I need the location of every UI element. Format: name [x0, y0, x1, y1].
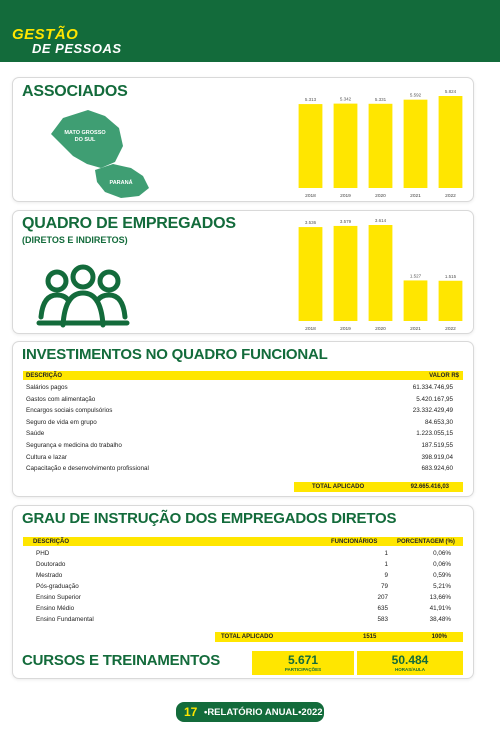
x-tick-label: 2020 [375, 327, 386, 332]
bar-value-label: 3.614 [374, 218, 387, 223]
grau-row [23, 593, 463, 603]
row-funcionarios: 79 [380, 583, 388, 590]
header-title-line1: GESTÃO [12, 26, 79, 43]
row-descricao: Cultura e lazar [26, 453, 67, 461]
bar-2018 [299, 104, 323, 188]
col-porcentagem: PORCENTAGEM (%) [397, 538, 455, 545]
page-number: 17 [184, 705, 198, 719]
bar-2020 [369, 104, 393, 188]
investimentos-row [26, 395, 463, 405]
x-tick-label: 2018 [305, 327, 316, 332]
bar-value-label: 5.824 [444, 89, 457, 94]
footer-text: •RELATÓRIO ANUAL•2022 [204, 707, 323, 718]
chart-associados-svg [293, 88, 468, 200]
bar-2019 [334, 104, 358, 188]
grau-row [23, 582, 463, 592]
investimentos-row [26, 453, 463, 463]
associados-panel [12, 77, 474, 202]
investimentos-row [26, 383, 463, 393]
x-tick-label: 2019 [340, 327, 351, 332]
investimentos-title: INVESTIMENTOS NO QUADRO FUNCIONAL [22, 346, 328, 363]
bar-value-label: 5.592 [409, 92, 422, 98]
bar-value-label: 5.342 [339, 96, 352, 102]
quadro-panel [12, 210, 474, 334]
row-descricao: Mestrado [36, 572, 63, 579]
map-label-ms-1: MATO GROSSO [64, 130, 106, 136]
row-porcentagem: 0,06% [433, 550, 451, 557]
grau-row [23, 571, 463, 581]
investimentos-header-row [23, 371, 463, 380]
grau-header-row [23, 537, 463, 546]
row-porcentagem: 38,48% [429, 616, 451, 623]
investimentos-total-value: 92.665.416,03 [410, 484, 449, 490]
grau-total-pct: 100% [431, 634, 447, 640]
bar-2020 [369, 225, 393, 321]
grau-row [23, 615, 463, 625]
bar-value-label: 3.536 [304, 220, 317, 226]
investimentos-row [26, 464, 463, 474]
map-icon [43, 106, 163, 198]
row-porcentagem: 5,21% [433, 583, 451, 590]
associados-title: ASSOCIADOS [22, 83, 128, 100]
bar-value-label: 5.313 [304, 97, 317, 103]
investimentos-panel [12, 341, 474, 497]
row-funcionarios: 1 [384, 550, 388, 557]
row-descricao: Segurança e medicina do trabalho [26, 442, 122, 449]
row-valor: 61.334.746,95 [412, 384, 453, 391]
page-header [0, 0, 500, 62]
x-tick-label: 2022 [445, 194, 456, 199]
map-label-pr: PARANÁ [109, 180, 133, 186]
grau-total-func: 1515 [363, 634, 377, 640]
kpi-horas-aula [357, 651, 463, 675]
row-descricao: PHD [36, 550, 50, 557]
bar-value-label: 3.579 [339, 218, 352, 224]
col-descricao: DESCRIÇÃO [26, 372, 63, 379]
row-descricao: Ensino Médio [36, 605, 75, 612]
row-valor: 187.519,55 [421, 442, 453, 449]
grau-total-bar [215, 632, 463, 642]
kpi-horas-aula-value: 50.484 [391, 653, 429, 667]
investimentos-row [26, 441, 463, 451]
grau-panel [12, 505, 474, 679]
bar-value-label: 1.515 [444, 273, 457, 279]
quadro-title: QUADRO DE EMPREGADOS [22, 215, 236, 232]
row-valor: 23.332.429,49 [412, 407, 453, 415]
kpi-participacoes [252, 651, 354, 675]
bar-2022 [439, 281, 463, 321]
x-tick-label: 2018 [305, 194, 316, 199]
bar-2022 [439, 96, 463, 188]
row-descricao: Pós-graduação [36, 583, 79, 590]
row-funcionarios: 1 [384, 561, 388, 568]
kpi-participacoes-label: PARTICIPAÇÕES [284, 667, 322, 672]
x-tick-label: 2019 [340, 194, 351, 199]
row-valor: 5.420.167,95 [416, 395, 453, 403]
map-label-ms-2: DO SUL [74, 137, 96, 143]
bar-2018 [299, 227, 323, 321]
row-funcionarios: 583 [377, 616, 388, 623]
cursos-title: CURSOS E TREINAMENTOS [22, 652, 221, 669]
row-descricao: Gastos com alimentação [26, 395, 96, 403]
row-valor: 1.223.055,15 [416, 430, 453, 438]
col-valor: VALOR R$ [429, 372, 459, 379]
row-descricao: Encargos sociais compulsórios [26, 407, 113, 415]
investimentos-row [26, 406, 463, 416]
investimentos-row [26, 429, 463, 439]
grau-row [23, 549, 463, 559]
x-tick-label: 2022 [445, 327, 456, 332]
quadro-chart [293, 213, 468, 333]
header-title-line2: DE PESSOAS [32, 41, 122, 56]
row-descricao: Capacitação e desenvolvimento profissional [26, 465, 149, 473]
people-group-icon [35, 263, 131, 329]
investimentos-total-bar [294, 482, 463, 492]
quadro-subtitle: (DIRETOS E INDIRETOS) [22, 235, 128, 245]
row-porcentagem: 13,66% [429, 594, 451, 601]
grau-total-label: TOTAL APLICADO [221, 634, 274, 640]
row-valor: 683.924,60 [421, 465, 453, 473]
chart-quadro-svg [293, 213, 468, 333]
row-funcionarios: 635 [377, 605, 388, 612]
row-valor: 398.919,04 [421, 453, 453, 461]
row-descricao: Doutorado [36, 561, 66, 568]
kpi-participacoes-value: 5.671 [287, 653, 319, 667]
row-porcentagem: 0,59% [433, 572, 451, 579]
row-descricao: Salários pagos [26, 384, 68, 391]
page-footer [176, 702, 324, 722]
investimentos-row [26, 418, 463, 428]
row-descricao: Ensino Fundamental [36, 616, 94, 623]
row-valor: 84.653,30 [424, 418, 453, 426]
x-tick-label: 2021 [410, 327, 421, 332]
x-tick-label: 2021 [410, 194, 421, 199]
grau-row [23, 560, 463, 570]
row-descricao: Seguro de vida em grupo [26, 418, 97, 426]
grau-title: GRAU DE INSTRUÇÃO DOS EMPREGADOS DIRETOS [22, 510, 397, 527]
kpi-horas-aula-label: HORAS/AULA [395, 667, 425, 672]
row-porcentagem: 41,91% [429, 605, 451, 612]
row-porcentagem: 0,06% [433, 561, 451, 568]
associados-chart [293, 88, 468, 200]
x-tick-label: 2020 [375, 194, 386, 199]
row-funcionarios: 207 [377, 594, 388, 601]
row-descricao: Ensino Superior [36, 594, 81, 601]
col-descricao: DESCRIÇÃO [33, 538, 70, 545]
grau-row [23, 604, 463, 614]
investimentos-total-label: TOTAL APLICADO [312, 484, 365, 490]
bar-value-label: 1.527 [409, 273, 422, 279]
bar-2019 [334, 226, 358, 321]
bar-2021 [404, 280, 428, 321]
row-descricao: Saúde [26, 430, 45, 438]
col-funcionarios: FUNCIONÁRIOS [331, 538, 378, 545]
bar-2021 [404, 100, 428, 188]
bar-value-label: 5.331 [374, 96, 387, 102]
row-funcionarios: 9 [384, 572, 388, 579]
